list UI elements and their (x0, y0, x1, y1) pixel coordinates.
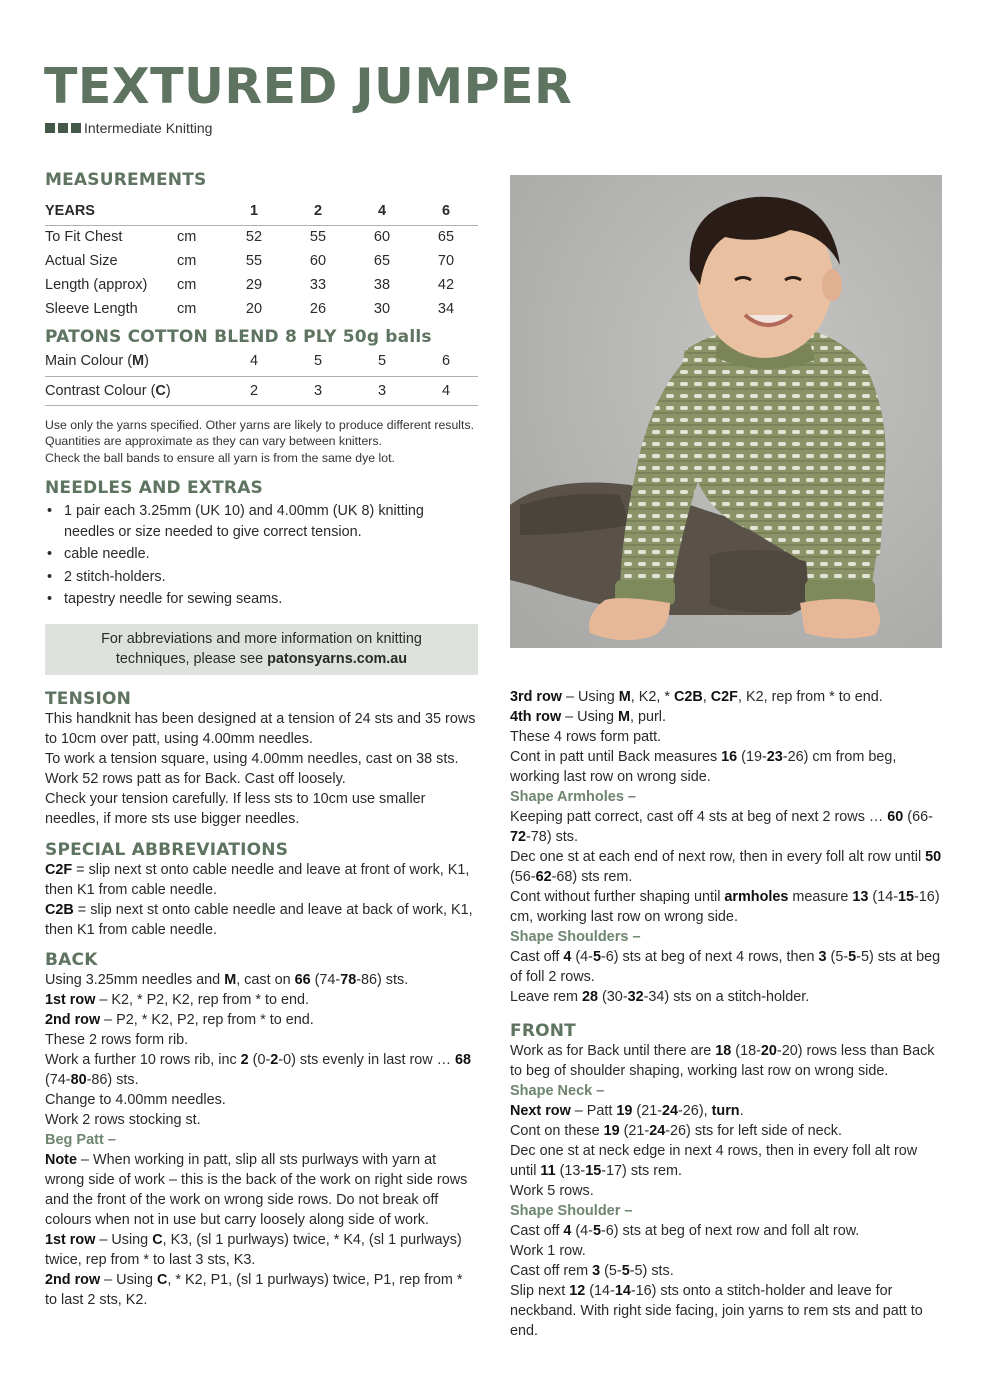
header-cell: YEARS (45, 199, 177, 225)
measurements-table (45, 199, 478, 321)
instruction-line: Work 1 row. (510, 1243, 586, 1259)
row-value: 65 (373, 253, 391, 269)
instruction-line: Cast off rem 3 (5-5-5) sts. (510, 1263, 674, 1279)
instruction-line: These 2 rows form rib. (45, 1031, 189, 1048)
list-item: • 1 pair each 3.25mm (UK 10) and 4.00mm (UK 8) knitting needles or size needed to give correct tension. (45, 501, 478, 542)
tension-text: To work a tension square, using 4.00mm needles, cast on 38 sts. Work 52 rows patt as for Back. Cast off loosely. (45, 750, 459, 787)
note-line: Quantities are approximate as they can vary between knitters. (45, 434, 382, 448)
instruction-line: Cont on these 19 (21-24-26) sts for left side of neck. (510, 1123, 842, 1139)
instruction-line: Change to 4.00mm needles. (45, 1091, 226, 1108)
shape-shoulders-subheading: Shape Shoulders – (510, 929, 641, 945)
row-value: 5 (350, 347, 414, 376)
instruction-line: Keeping patt correct, cast off 4 sts at beg of next 2 rows … 60 (66-72-78) sts. (510, 809, 933, 845)
row-value: 60 (309, 253, 327, 269)
contrast-colour-label: Contrast Colour (C) (45, 376, 222, 405)
row-value: 65 (437, 229, 455, 246)
table-row (45, 273, 478, 297)
shape-shoulder-subheading: Shape Shoulder – (510, 1203, 633, 1219)
tension-text: Check your tension carefully. If less sts to 10cm use smaller needles, if more sts use bigger needles. (45, 790, 426, 827)
row-value: 55 (309, 229, 327, 246)
row-value: 34 (437, 301, 455, 317)
row-value: 29 (245, 277, 263, 293)
instruction-line: 1st row – Using C, K3, (sl 1 purlways) twice, * K4, (sl 1 purlways) twice, rep from * to last 3 sts, K3. (45, 1231, 462, 1268)
instruction-line: Slip next 12 (14-14-16) sts onto a stitch-holder and leave for neckband. With right side facing, join yarns to rem sts and patt to end. (510, 1283, 923, 1339)
skill-level (45, 120, 212, 136)
row-label: Sleeve Length (45, 301, 138, 317)
instruction-line: Cast off 4 (4-5-6) sts at beg of next 4 rows, then 3 (5-5-5) sts at beg of foll 2 rows. (510, 949, 941, 985)
instruction-line: Cast off 4 (4-5-6) sts at beg of next row and foll alt row. (510, 1223, 860, 1239)
instruction-line: Cont in patt until Back measures 16 (19-23-26) cm from beg, working last row on wrong side. (510, 749, 897, 785)
list-item: • tapestry needle for sewing seams. (45, 589, 478, 610)
right-column (510, 687, 945, 1341)
page-title: TEXTURED JUMPER (44, 58, 573, 115)
row-value: 6 (414, 347, 478, 376)
instruction-line: Next row – Patt 19 (21-24-26), turn. (510, 1103, 744, 1119)
row-unit: cm (177, 229, 197, 246)
instruction-line: Work as for Back until there are 18 (18-20-20) rows less than Back to beg of shoulder shaping, working last row on wrong side. (510, 1043, 935, 1079)
row-unit: cm (177, 301, 197, 317)
beg-patt-subheading: Beg Patt – (45, 1131, 116, 1148)
needles-list (45, 501, 478, 610)
back-heading: BACK (45, 949, 98, 970)
instruction-line: 2nd row – P2, * K2, P2, rep from * to end. (45, 1011, 314, 1028)
row-value: 3 (350, 376, 414, 405)
row-value: 20 (245, 301, 263, 317)
level-square-icon (71, 123, 81, 133)
level-square-icon (45, 123, 55, 133)
header-cell: 6 (414, 199, 478, 225)
instruction-line: Dec one st at each end of next row, then in every foll alt row until 50 (56-62-68) sts rem. (510, 849, 942, 885)
note-line: Check the ball bands to ensure all yarn is from the same dye lot. (45, 450, 395, 465)
info-line: For abbreviations and more information on knitting (101, 631, 422, 647)
header-cell: 4 (350, 199, 414, 225)
row-value: 26 (309, 301, 327, 317)
row-value: 70 (437, 253, 455, 269)
level-label: Intermediate Knitting (84, 120, 213, 136)
instruction-line: 2nd row – Using C, * K2, P1, (sl 1 purlways) twice, P1, rep from * to last 2 sts, K2. (45, 1271, 463, 1308)
special-abbreviations-heading: SPECIAL ABBREVIATIONS (45, 839, 289, 860)
level-square-icon (58, 123, 68, 133)
needles-heading: NEEDLES AND EXTRAS (45, 478, 263, 498)
info-box (45, 624, 478, 675)
yarn-table (45, 347, 478, 406)
list-item: • 2 stitch-holders. (45, 567, 478, 588)
header-cell: 1 (222, 199, 286, 225)
row-unit: cm (177, 253, 197, 269)
shape-neck-subheading: Shape Neck – (510, 1083, 605, 1099)
row-label: Length (approx) (45, 277, 148, 293)
row-value: 60 (373, 229, 391, 246)
instruction-line: Using 3.25mm needles and M, cast on 66 (74-78-86) sts. (45, 971, 409, 988)
info-line: techniques, please see patonsyarns.com.au (115, 651, 408, 667)
row-value: 33 (309, 277, 327, 293)
product-photo (510, 175, 942, 648)
website-link[interactable]: patonsyarns.com.au (267, 651, 408, 667)
row-value: 42 (437, 277, 455, 293)
abbrev-c2b: C2B = slip next st onto cable needle and leave at back of work, K1, then K1 from cable needle. (45, 901, 473, 938)
table-header-row (45, 199, 478, 225)
instruction-line: Work 2 rows stocking st. (45, 1111, 201, 1128)
header-cell: 2 (286, 199, 350, 225)
row-label: Actual Size (45, 253, 118, 269)
instruction-line: 1st row – K2, * P2, K2, rep from * to end. (45, 991, 309, 1008)
instruction-line: 4th row – Using M, purl. (510, 709, 666, 725)
row-value: 4 (414, 376, 478, 405)
child-in-jumper-image (510, 175, 942, 648)
header-cell (177, 199, 222, 225)
tension-text: This handknit has been designed at a tension of 24 sts and 35 rows to 10cm over patt, using 4.00mm needles. (45, 710, 476, 747)
table-row (45, 249, 478, 273)
instruction-line: Note – When working in patt, slip all sts purlways with yarn at wrong side of work – this is the back of the work on right side rows and the front of the work on wrong side rows. Do not break off colours when not in use but carry loosely along side of work. (45, 1151, 468, 1228)
instruction-line: These 4 rows form patt. (510, 729, 662, 745)
instruction-line: Dec one st at neck edge in next 4 rows, then in every foll alt row until 11 (13-15-17) sts rem. (510, 1143, 918, 1179)
row-label: To Fit Chest (45, 229, 123, 246)
table-row (45, 297, 478, 321)
abbrev-c2f: C2F = slip next st onto cable needle and leave at front of work, K1, then K1 from cable needle. (45, 861, 470, 898)
row-value: 52 (245, 229, 263, 246)
row-value: 5 (286, 347, 350, 376)
row-value: 2 (222, 376, 286, 405)
row-value: 38 (373, 277, 391, 293)
left-column (45, 170, 478, 1310)
shape-armholes-subheading: Shape Armholes – (510, 789, 636, 805)
instruction-line: Cont without further shaping until armholes measure 13 (14-15-16) cm, working last row on wrong side. (510, 889, 940, 925)
row-unit: cm (177, 277, 197, 293)
yarn-notes (45, 417, 478, 467)
measurements-heading: MEASUREMENTS (45, 170, 207, 190)
table-row (45, 376, 478, 405)
tension-heading: TENSION (45, 688, 132, 709)
main-colour-label: Main Colour (M) (45, 347, 222, 376)
table-row (45, 225, 478, 249)
instruction-line: Work a further 10 rows rib, inc 2 (0-2-0) sts evenly in last row … 68 (74-80-86) sts. (45, 1051, 472, 1088)
list-item: • cable needle. (45, 544, 478, 565)
note-line: Use only the yarns specified. Other yarns are likely to produce different results. (45, 417, 475, 432)
front-heading: FRONT (510, 1021, 576, 1041)
yarn-heading: PATONS COTTON BLEND 8 PLY 50g balls (45, 327, 432, 347)
row-value: 30 (373, 301, 391, 317)
instruction-line: 3rd row – Using M, K2, * C2B, C2F, K2, rep from * to end. (510, 689, 883, 705)
instruction-line: Work 5 rows. (510, 1183, 594, 1199)
row-value: 55 (245, 253, 263, 269)
row-value: 3 (286, 376, 350, 405)
instruction-line: Leave rem 28 (30-32-34) sts on a stitch-holder. (510, 989, 810, 1005)
row-value: 4 (222, 347, 286, 376)
table-row (45, 347, 478, 376)
